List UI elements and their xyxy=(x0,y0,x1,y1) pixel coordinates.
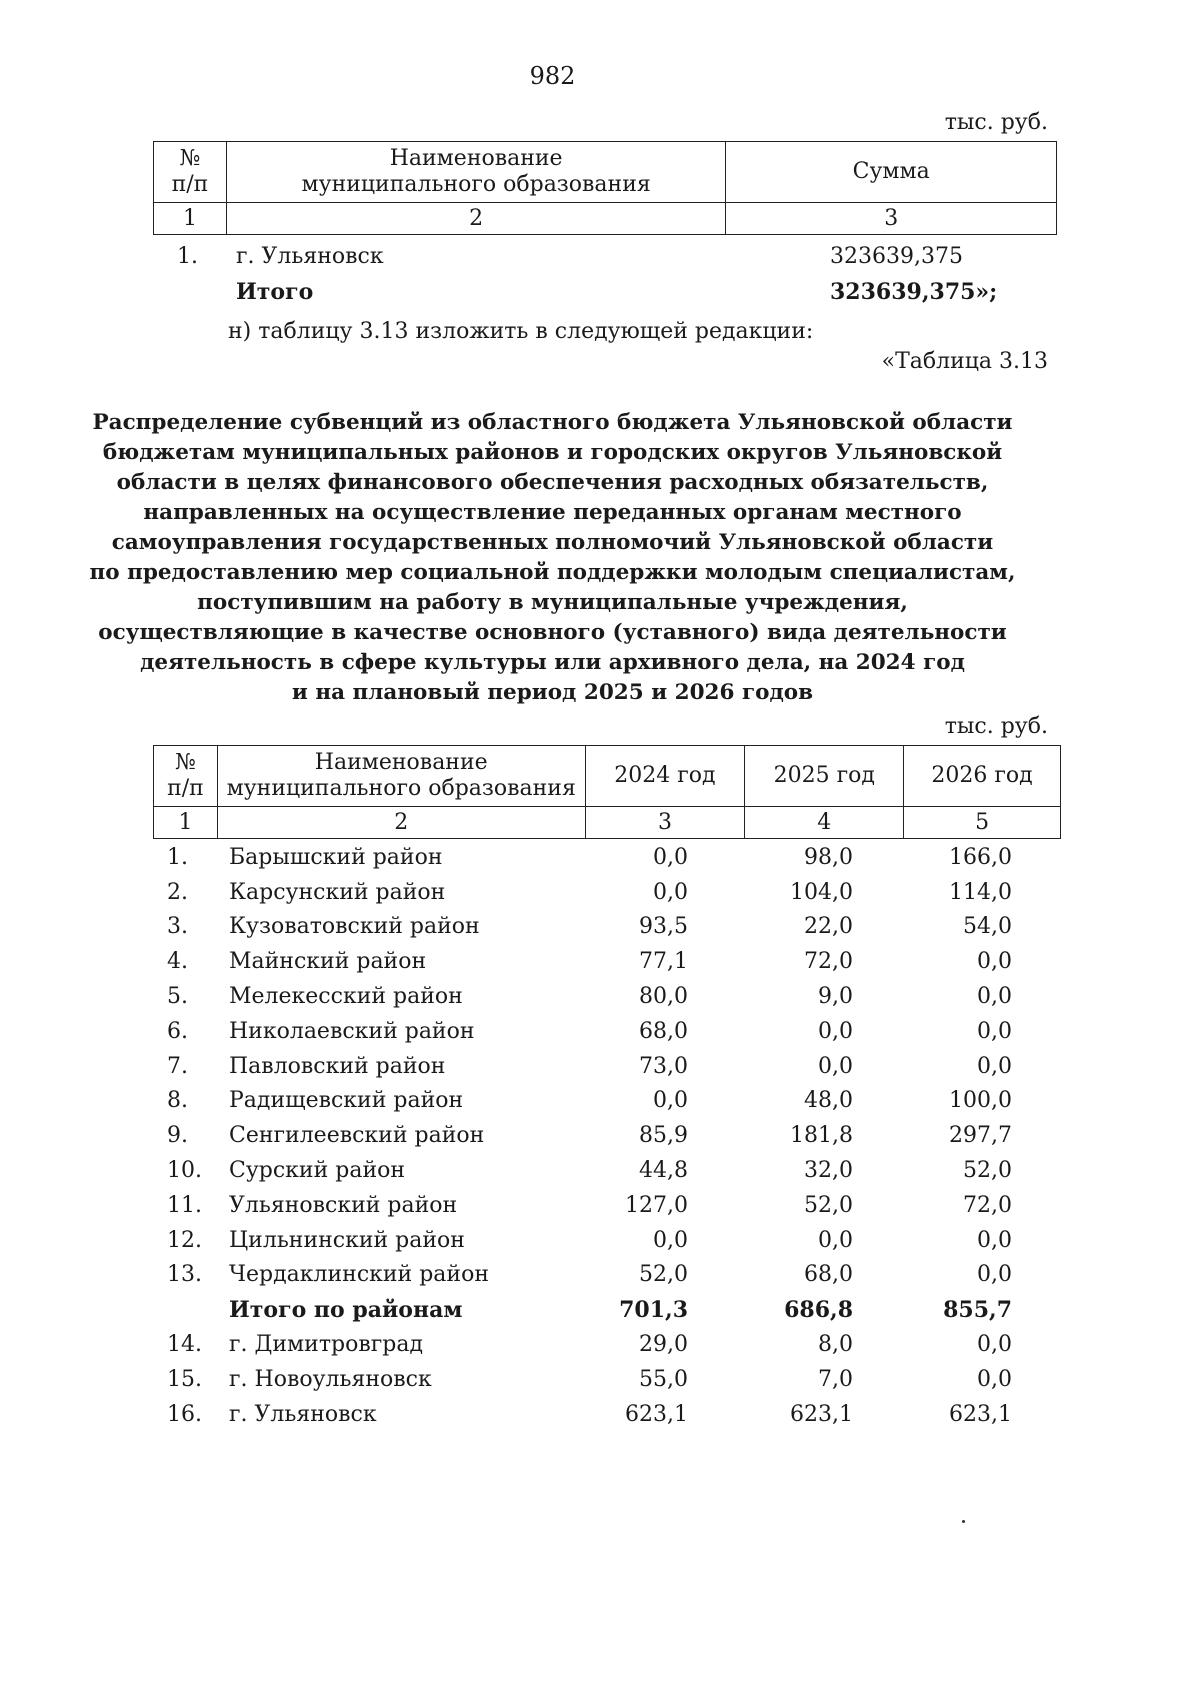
row-value-2026: 72,0 xyxy=(963,1192,1012,1218)
row-value-2025: 7,0 xyxy=(818,1366,853,1392)
table2-col-number: 4 xyxy=(745,807,904,839)
row-number: 14. xyxy=(167,1332,202,1358)
row-name: Барышский район xyxy=(229,844,443,870)
row-value-2025: 48,0 xyxy=(804,1088,853,1114)
table-row xyxy=(153,1258,1061,1293)
row-name: г. Ульяновск xyxy=(229,1401,377,1427)
row-number: 1. xyxy=(167,844,188,870)
scan-speck xyxy=(962,1520,965,1523)
table2-header xyxy=(153,745,1061,839)
table-row xyxy=(153,1049,1061,1084)
table-row-total xyxy=(153,274,1057,310)
table1-col-number: 2 xyxy=(226,203,725,235)
table-row xyxy=(153,1188,1061,1223)
row-name: Чердаклинский район xyxy=(229,1262,489,1288)
table-row xyxy=(153,910,1061,945)
total-label: Итого xyxy=(236,279,314,305)
total-sum: 323639,375»; xyxy=(830,279,998,305)
table-title xyxy=(0,408,1105,708)
row-value-2026: 297,7 xyxy=(949,1123,1012,1149)
row-value-2024: 55,0 xyxy=(639,1366,688,1392)
row-value-2026: 0,0 xyxy=(977,1018,1012,1044)
title-line: Распределение субвенций из областного бюджета Ульяновской области xyxy=(92,410,1013,435)
row-name: Цильнинский район xyxy=(229,1227,465,1253)
row-name: Итого по районам xyxy=(229,1296,463,1323)
row-value-2026: 0,0 xyxy=(977,984,1012,1010)
row-name: г. Новоульяновск xyxy=(229,1366,432,1392)
row-value-2026: 0,0 xyxy=(977,949,1012,975)
row-name: Кузоватовский район xyxy=(229,914,480,940)
row-value-2024: 68,0 xyxy=(639,1018,688,1044)
row-value-2024: 0,0 xyxy=(653,844,688,870)
row-value-2024: 0,0 xyxy=(653,1088,688,1114)
row-value-2024: 73,0 xyxy=(639,1053,688,1079)
row-value-2024: 44,8 xyxy=(639,1158,688,1184)
title-line: деятельность в сфере культуры или архивного дела, на 2024 год xyxy=(140,650,965,675)
table-row xyxy=(153,1153,1061,1188)
table-row xyxy=(153,1362,1061,1397)
table1-header-num: № п/п xyxy=(154,142,227,203)
row-value-2026: 623,1 xyxy=(949,1401,1012,1427)
row-value-2025: 68,0 xyxy=(804,1262,853,1288)
row-name: Мелекесский район xyxy=(229,984,463,1010)
row-number: 13. xyxy=(167,1262,202,1288)
table1-header-sum: Сумма xyxy=(726,142,1057,203)
table2-body xyxy=(153,840,1061,1432)
row-value-2026: 855,7 xyxy=(943,1296,1012,1323)
row-number: 15. xyxy=(167,1366,202,1392)
row-value-2026: 0,0 xyxy=(977,1332,1012,1358)
page-number: 982 xyxy=(529,62,576,90)
title-line: по предоставлению мер социальной поддержки молодым специалистам, xyxy=(89,560,1016,585)
table-row xyxy=(153,1014,1061,1049)
row-value-2024: 80,0 xyxy=(639,984,688,1010)
row-value-2024: 93,5 xyxy=(639,914,688,940)
row-value-2024: 0,0 xyxy=(653,1227,688,1253)
row-name: Ульяновский район xyxy=(229,1192,458,1218)
row-value-2024: 623,1 xyxy=(625,1401,688,1427)
row-value-2025: 9,0 xyxy=(818,984,853,1010)
row-number: 5. xyxy=(167,984,188,1010)
table2-header-2024: 2024 год xyxy=(585,746,745,807)
table2-header-name: Наименование муниципального образования xyxy=(217,746,585,807)
row-value-2025: 52,0 xyxy=(804,1192,853,1218)
title-line: области в целях финансового обеспечения расходных обязательств, xyxy=(116,470,989,495)
row-name: Сенгилеевский район xyxy=(229,1123,485,1149)
table-row xyxy=(153,875,1061,910)
row-number: 6. xyxy=(167,1018,188,1044)
table1-body xyxy=(153,238,1057,310)
row-value-2025: 98,0 xyxy=(804,844,853,870)
row-number: 7. xyxy=(167,1053,188,1079)
row-value-2025: 72,0 xyxy=(804,949,853,975)
row-value-2025: 181,8 xyxy=(790,1123,853,1149)
row-name: Карсунский район xyxy=(229,879,446,905)
row-value-2025: 22,0 xyxy=(804,914,853,940)
table2-col-number: 2 xyxy=(217,807,585,839)
row-number: 2. xyxy=(167,879,188,905)
row-value-2024: 127,0 xyxy=(625,1192,688,1218)
row-value-2025: 32,0 xyxy=(804,1158,853,1184)
row-name: Павловский район xyxy=(229,1053,446,1079)
table2-col-number: 3 xyxy=(585,807,745,839)
title-line: бюджетам муниципальных районов и городских округов Ульяновской xyxy=(102,440,1003,465)
row-value-2025: 623,1 xyxy=(790,1401,853,1427)
row-number: 1. xyxy=(177,243,198,269)
table1-col-number: 3 xyxy=(726,203,1057,235)
row-value-2025: 104,0 xyxy=(790,879,853,905)
row-value-2025: 686,8 xyxy=(784,1296,853,1323)
amendment-paragraph: н) таблицу 3.13 изложить в следующей редакции: xyxy=(228,319,814,344)
row-value-2026: 100,0 xyxy=(949,1088,1012,1114)
row-value-2025: 0,0 xyxy=(818,1227,853,1253)
row-value-2024: 77,1 xyxy=(639,949,688,975)
title-line: самоуправления государственных полномочий Ульяновской области xyxy=(111,530,994,555)
row-value-2026: 114,0 xyxy=(949,879,1012,905)
row-value-2026: 52,0 xyxy=(963,1158,1012,1184)
row-name: Николаевский район xyxy=(229,1018,475,1044)
table2-header-2026: 2026 год xyxy=(904,746,1061,807)
row-value-2026: 54,0 xyxy=(963,914,1012,940)
row-value-2026: 166,0 xyxy=(949,844,1012,870)
row-number: 16. xyxy=(167,1401,202,1427)
row-value-2026: 0,0 xyxy=(977,1053,1012,1079)
row-value-2024: 52,0 xyxy=(639,1262,688,1288)
table1-col-number: 1 xyxy=(154,203,227,235)
row-sum: 323639,375 xyxy=(830,243,963,269)
row-value-2025: 8,0 xyxy=(818,1332,853,1358)
row-value-2026: 0,0 xyxy=(977,1227,1012,1253)
title-line: направленных на осуществление переданных органам местного xyxy=(143,500,962,525)
row-name: Сурский район xyxy=(229,1158,406,1184)
row-number: 12. xyxy=(167,1227,202,1253)
table-row xyxy=(153,840,1061,875)
row-number: 9. xyxy=(167,1123,188,1149)
table-row xyxy=(153,1118,1061,1153)
table1-header-name: Наименование муниципального образования xyxy=(226,142,725,203)
title-line: осуществляющие в качестве основного (уставного) вида деятельности xyxy=(98,620,1007,645)
table-row-subtotal xyxy=(153,1292,1061,1327)
table-row xyxy=(153,238,1057,274)
row-name: Майнский район xyxy=(229,949,427,975)
table-row xyxy=(153,1327,1061,1362)
table2-header-num: № п/п xyxy=(154,746,218,807)
table-row xyxy=(153,1223,1061,1258)
row-value-2024: 29,0 xyxy=(639,1332,688,1358)
row-number: 4. xyxy=(167,949,188,975)
row-value-2024: 85,9 xyxy=(639,1123,688,1149)
row-number xyxy=(153,1292,217,1327)
row-number: 11. xyxy=(167,1192,202,1218)
table2-col-number: 1 xyxy=(154,807,218,839)
table2-header-2025: 2025 год xyxy=(745,746,904,807)
row-number: 10. xyxy=(167,1158,202,1184)
unit-label: тыс. руб. xyxy=(944,714,1048,739)
row-value-2026: 0,0 xyxy=(977,1262,1012,1288)
row-number: 8. xyxy=(167,1088,188,1114)
table-row xyxy=(153,1084,1061,1119)
table-row xyxy=(153,979,1061,1014)
title-line: поступившим на работу в муниципальные учреждения, xyxy=(197,590,908,615)
title-line: и на плановый период 2025 и 2026 годов xyxy=(291,680,814,705)
table1-header xyxy=(153,141,1057,235)
row-name: г. Ульяновск xyxy=(236,243,384,269)
row-name: Радищевский район xyxy=(229,1088,464,1114)
unit-label: тыс. руб. xyxy=(944,110,1048,135)
row-value-2025: 0,0 xyxy=(818,1053,853,1079)
row-number: 3. xyxy=(167,914,188,940)
table2-col-number: 5 xyxy=(904,807,1061,839)
table-row xyxy=(153,1397,1061,1432)
row-name: г. Димитровград xyxy=(229,1332,423,1358)
table-row xyxy=(153,944,1061,979)
row-value-2026: 0,0 xyxy=(977,1366,1012,1392)
row-value-2024: 0,0 xyxy=(653,879,688,905)
row-value-2025: 0,0 xyxy=(818,1018,853,1044)
row-value-2024: 701,3 xyxy=(619,1296,688,1323)
table-reference: «Таблица 3.13 xyxy=(881,349,1048,374)
